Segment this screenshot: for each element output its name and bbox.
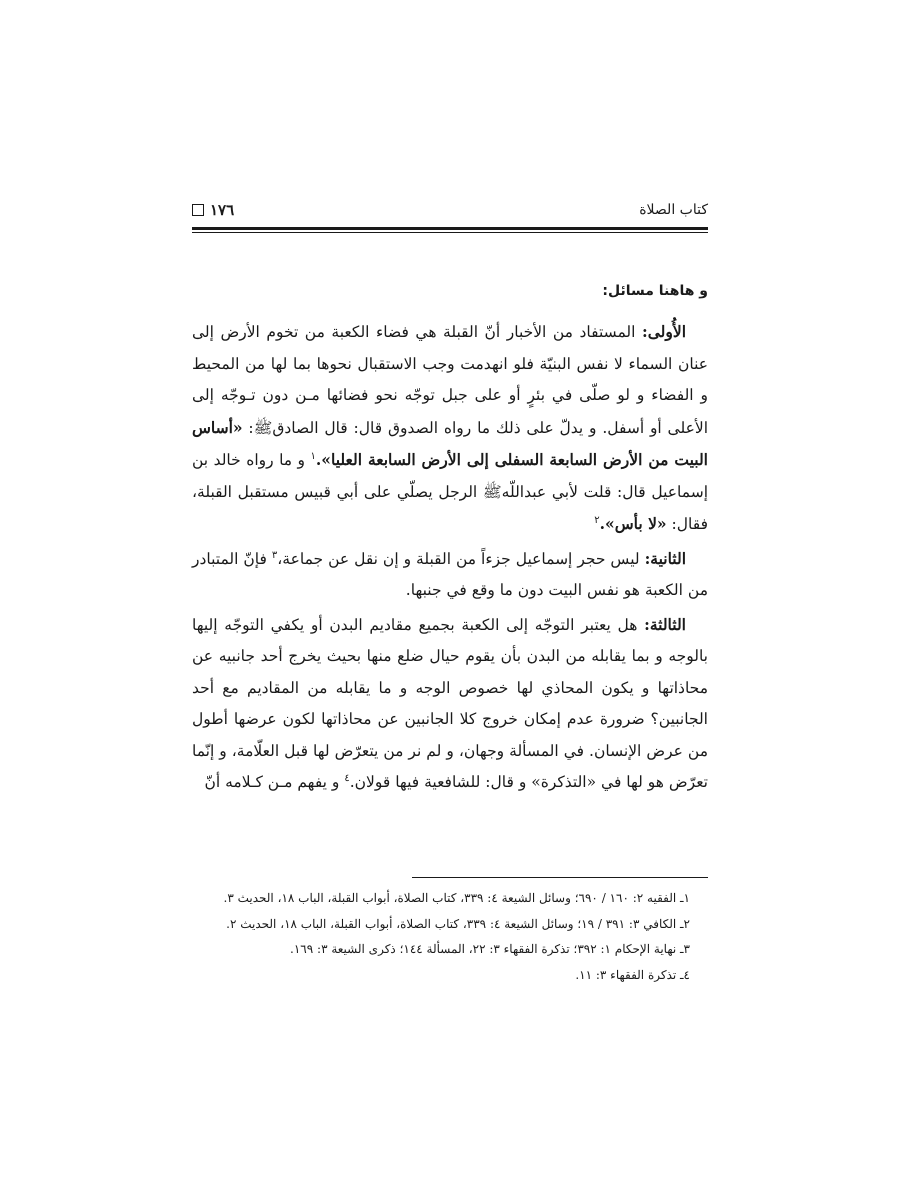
footnote: ٤ـ تذكرة الفقهاء ٣: ١١.: [575, 967, 690, 982]
footnotes: [192, 886, 690, 988]
header-rule-thick: [192, 227, 708, 230]
page-number: [192, 201, 234, 219]
paragraph-lead: الأُولى:: [642, 322, 686, 341]
book-title: كتاب الصلاة: [639, 202, 708, 218]
main-text: [192, 278, 708, 801]
footnote: ٣ـ نهاية الإحكام ١: ٣٩٢؛ تذكرة الفقهاء ٣: ٢٢، المسألة ١٤٤؛ ذكرى الشيعة ٣: ١٦٩.: [290, 942, 690, 956]
footnote: ١ـ الفقيه ٢: ١٦٠ / ٦٩٠؛ وسائل الشيعة ٤: ٣٣٩، كتاب الصلاة، أبواب القبلة، الباب ١٨، الحديث ٣.: [223, 891, 690, 905]
footnote-ref[interactable]: ٣: [271, 549, 278, 561]
paragraph-text: ليس حجر إسماعيل جزءاً من القبلة و إن نقل عن جماعة،: [277, 549, 645, 568]
page-number-text: ١٧٦: [210, 201, 235, 219]
paragraph-text: و يفهم مـن كـلامه أنّ: [204, 773, 345, 791]
hadith-quote: «أساس البيت من الأرض السابعة السفلى إلى الأرض السابعة العليا».: [192, 417, 708, 469]
hadith-quote: «لا بأس».: [599, 514, 667, 533]
section-intro: و هاهنا مسائل:: [602, 283, 708, 299]
footnote-ref[interactable]: ١: [310, 450, 316, 462]
running-header: [192, 198, 708, 222]
paragraph-first: [192, 316, 708, 541]
paragraph-text: المستفاد من الأخبار أنّ القبلة هي فضاء الكعبة من تخوم الأرض إلى عنان السماء لا نفس البنيّة فلو انهدمت وجب الاستقبال نحوها بما لها من المحيط و الفضاء و لو صلّى في بئرٍ أو على جبل توجّه نحو فضائها مـن دون تـوجّه إلى الأعلى أو أسفل. و يدلّ على ذلك ما رواه الصدوق قال: قال الصادقﷺ:: [192, 323, 708, 437]
footnote: ٢ـ الكافي ٣: ٣٩١ / ١٩؛ وسائل الشيعة ٤: ٣٣٩، كتاب الصلاة، أبواب القبلة، الباب ١٨، الحديث ٢.: [226, 916, 690, 931]
footnote-ref[interactable]: ٢: [594, 514, 600, 526]
paragraph-text: هل يعتبر التوجّه إلى الكعبة بجميع مقاديم البدن أو يكفي التوجّه إليها بالوجه و بما يقابله من البدن بأن يقوم حيال ضلع منها بحيث يخرج أحد جانبيه عن محاذاتها و يكون المحاذي لها خصوص الوجه و ما يقابله من المقاديم مع أحد الجانبين؟ ضرورة عدم إمكان خروج كلا الجانبين عن محاذاتها لكون عرضها أطول من عرض الإنسان. في المسألة وجهان، و لم نر من يتعرّض لها قبل العلّامة، و إنّما تعرّض هو لها في «التذكرة» و قال: للشافعية فيها قولان.: [192, 615, 708, 791]
paragraph-third: [192, 609, 708, 799]
paragraph-second: [192, 543, 708, 607]
paragraph-text: فإنّ المتبادر من الكعبة هو نفس البيت دون ما وقع في جنبها.: [192, 549, 708, 599]
footnote-ref[interactable]: ٤: [344, 772, 350, 784]
footnote-separator: [412, 877, 708, 878]
header-rule-thin: [192, 232, 708, 233]
paragraph-lead: الثانية:: [644, 548, 687, 568]
square-box-icon: [192, 204, 204, 216]
paragraph-lead: الثالثة:: [644, 614, 686, 634]
paragraph-text: و ما رواه خالد بن إسماعيل قال: قلت لأبي عبداللّهﷺ الرجل يصلّي على أبي قبيس مستقبل القبلة، فقال:: [192, 451, 708, 533]
